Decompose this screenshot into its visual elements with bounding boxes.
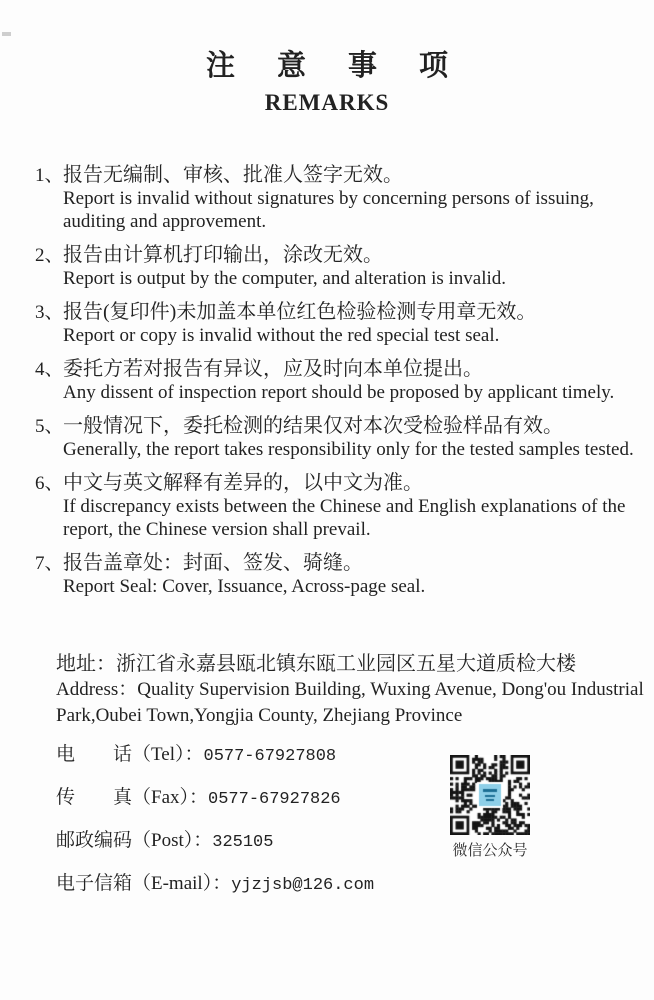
item-text-chinese: 报告盖章处：封面、签发、骑缝。 [63, 552, 363, 574]
item-number: 3、 [35, 302, 64, 323]
email-value: yjzjsb@126.com [231, 876, 375, 895]
scan-artifact [2, 32, 11, 36]
page-title-chinese: 注意事项 [205, 50, 490, 82]
address-english: Address：Quality Supervision Building, Wuxing Avenue, Dong'ou Industrial Park,Oubei Town,Yongjia County, Zhejiang Province [56, 679, 644, 726]
remark-item-3 [35, 301, 629, 347]
qr-caption: 微信公众号 [452, 843, 528, 859]
address-chinese: 地址：浙江省永嘉县瓯北镇东瓯工业园区五星大道质检大楼 [56, 653, 576, 675]
remark-item-2 [35, 244, 629, 290]
tel-label: 电 话（Tel）： [56, 744, 204, 765]
item-text-english: Report or copy is invalid without the red special test seal. [63, 325, 500, 346]
page-title-english: REMARKS [264, 90, 390, 115]
item-text-chinese: 一般情况下，委托检测的结果仅对本次受检验样品有效。 [63, 415, 563, 437]
wechat-qr-block [448, 755, 532, 860]
item-text-english: Any dissent of inspection report should be proposed by applicant timely. [63, 382, 615, 403]
remark-item-6 [35, 472, 629, 541]
contact-row-post [56, 829, 634, 854]
item-text-english: Generally, the report takes responsibility only for the tested samples tested. [63, 439, 634, 460]
contact-row-tel [56, 743, 634, 768]
fax-value: 0577-67927826 [208, 790, 341, 809]
item-number: 5、 [35, 416, 64, 437]
contact-row-email [56, 872, 634, 897]
item-number: 1、 [35, 165, 64, 186]
item-number: 7、 [35, 553, 64, 574]
item-text-chinese: 委托方若对报告有异议，应及时向本单位提出。 [63, 358, 483, 380]
item-text-english: Report Seal: Cover, Issuance, Across-page seal. [63, 576, 426, 597]
remark-item-5 [35, 415, 634, 461]
remark-item-1 [35, 164, 629, 233]
item-number: 6、 [35, 473, 64, 494]
remark-item-4 [35, 358, 629, 404]
contact-info [56, 743, 634, 897]
item-number: 2、 [35, 245, 64, 266]
item-text-chinese: 报告无编制、审核、批准人签字无效。 [63, 164, 403, 186]
item-text-chinese: 报告(复印件)未加盖本单位红色检验检测专用章无效。 [63, 301, 537, 323]
address-block [56, 651, 644, 729]
remark-item-7 [35, 552, 629, 598]
post-value: 325105 [212, 833, 274, 852]
contact-row-fax [56, 786, 634, 811]
item-text-english: Report is invalid without signatures by concerning persons of issuing, auditing and approvement. [63, 188, 594, 232]
qr-code-icon [450, 755, 530, 835]
remarks-list [35, 164, 634, 598]
item-text-english: If discrepancy exists between the Chinese and English explanations of the report, the Chinese version shall prevail. [63, 496, 626, 540]
post-label: 邮政编码（Post）： [56, 830, 213, 851]
tel-value: 0577-67927808 [203, 747, 337, 766]
item-text-chinese: 报告由计算机打印输出，涂改无效。 [63, 244, 383, 266]
email-label: 电子信箱（E-mail）： [56, 873, 232, 894]
item-text-chinese: 中文与英文解释有差异的，以中文为准。 [63, 472, 423, 494]
item-number: 4、 [35, 359, 64, 380]
item-text-english: Report is output by the computer, and alteration is invalid. [63, 268, 507, 289]
fax-label: 传 真（Fax）： [56, 787, 209, 808]
